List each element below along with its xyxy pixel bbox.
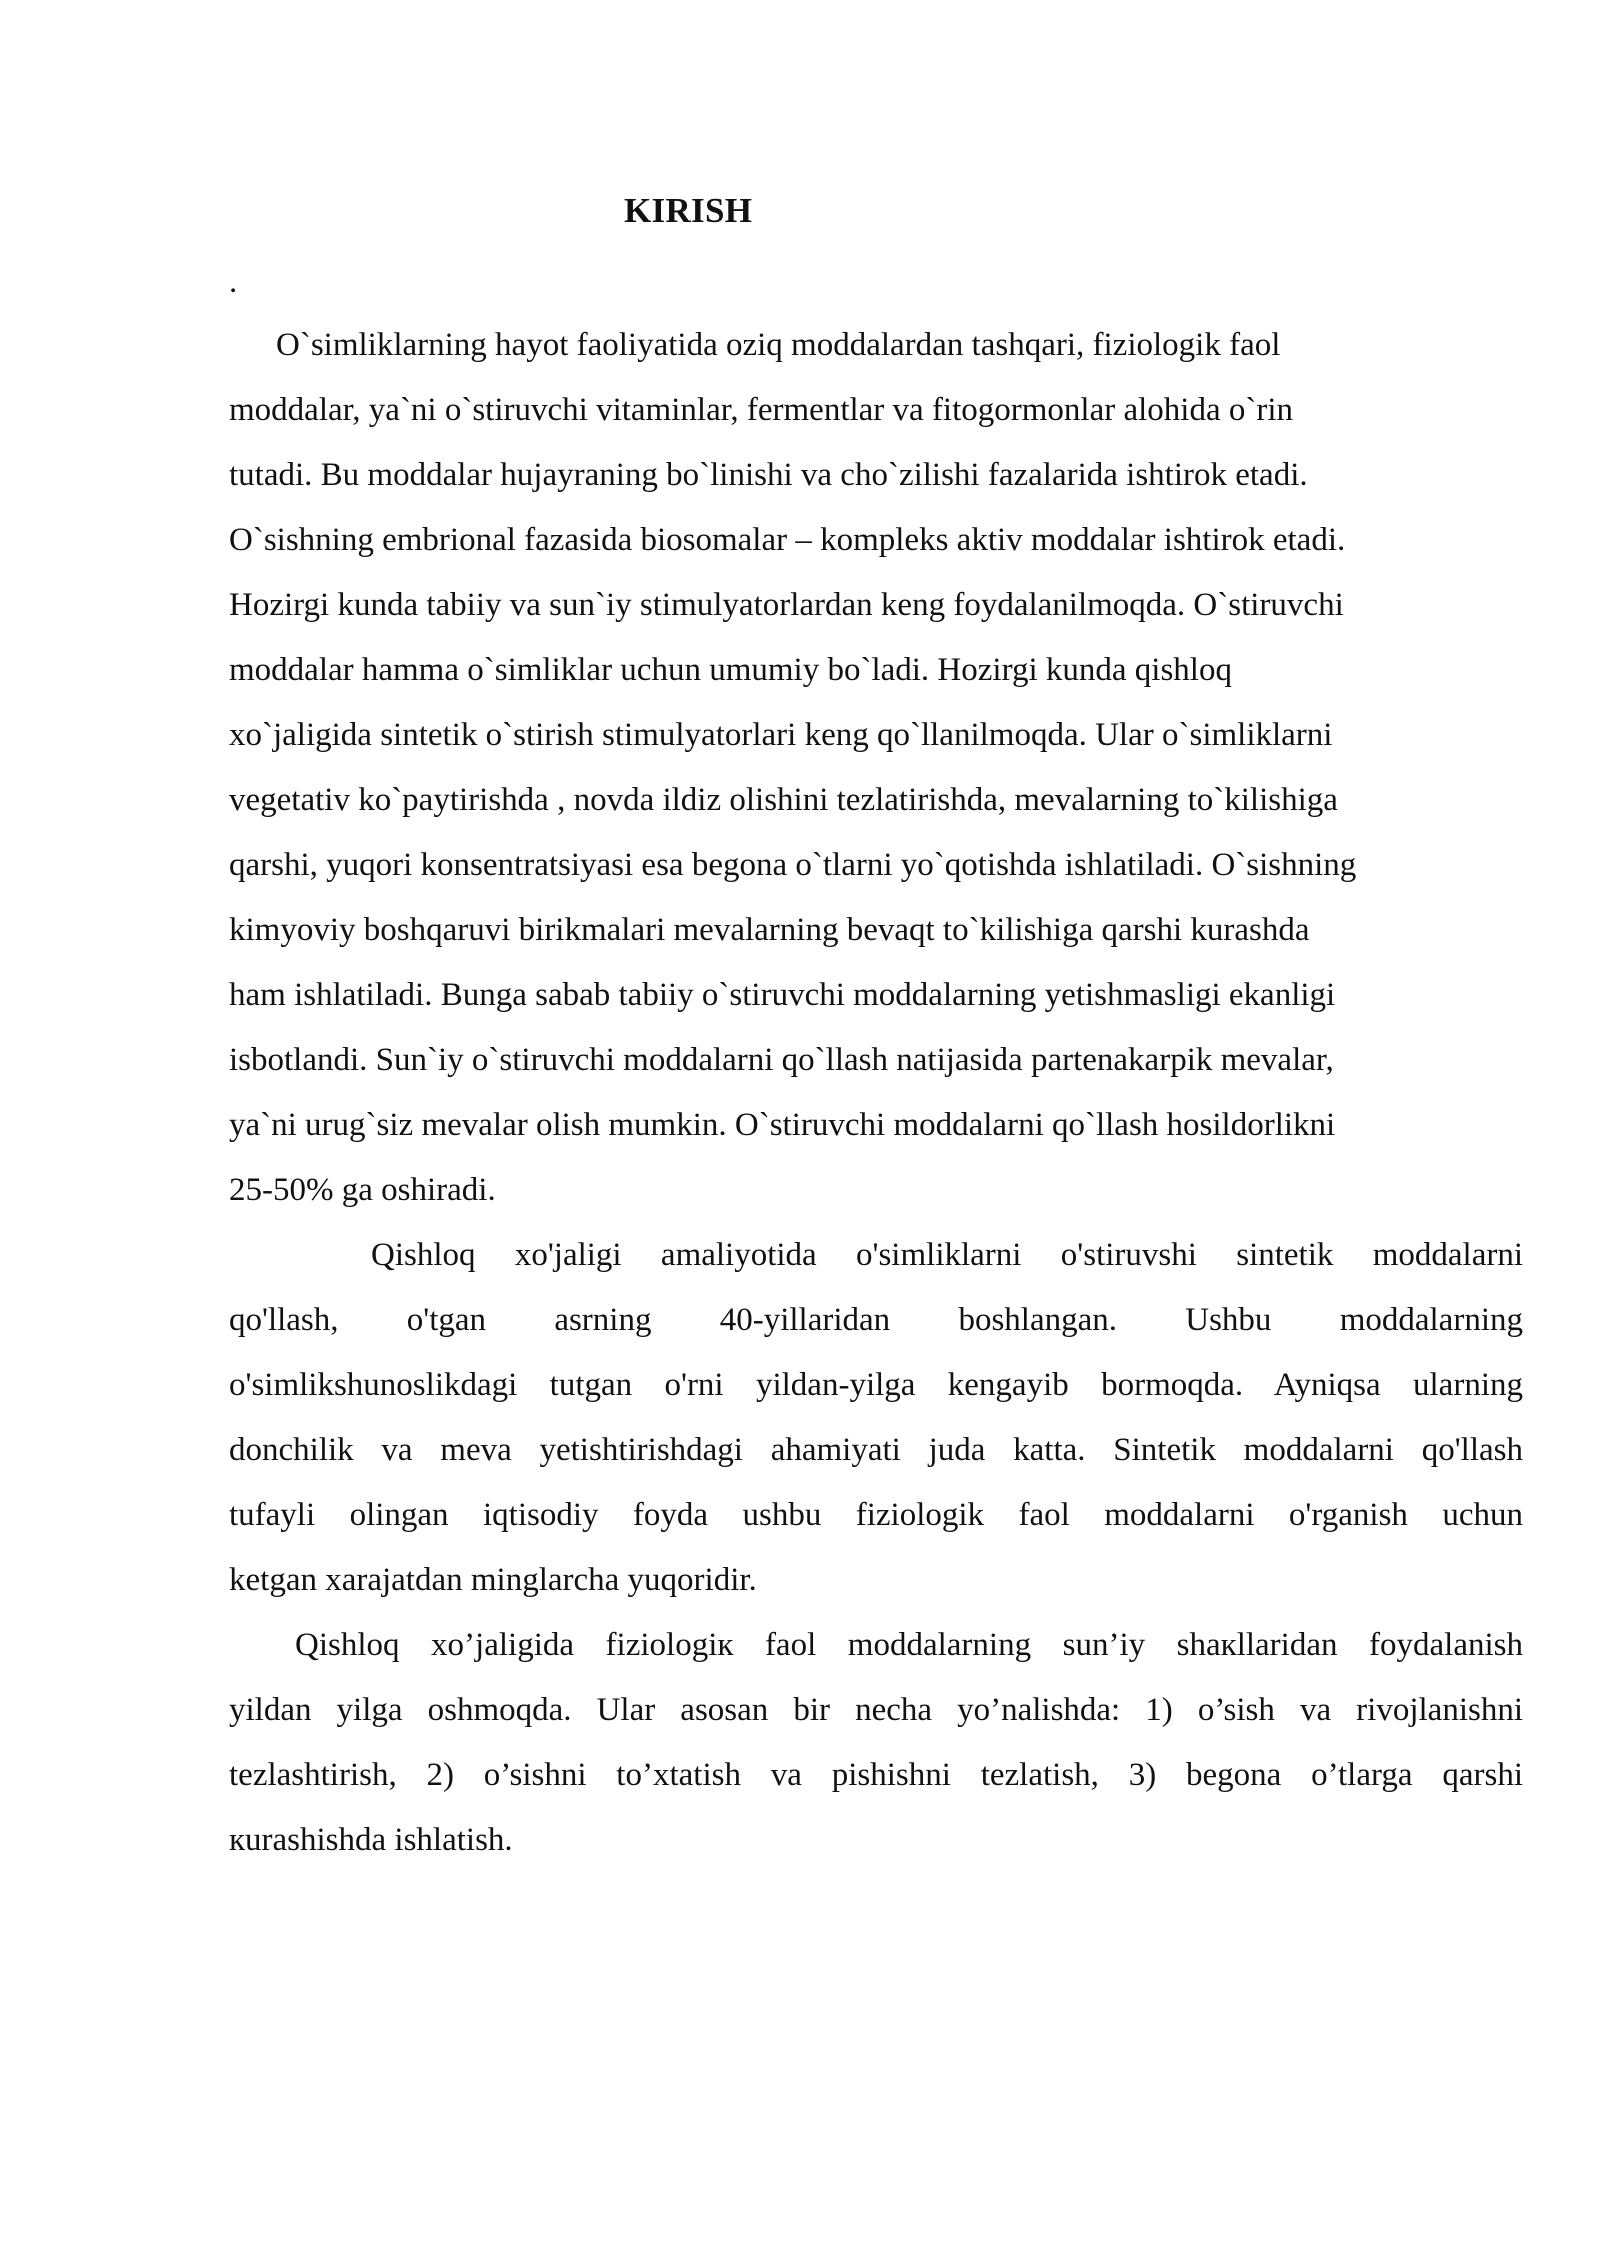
paragraph-line: xo`jaligida sintetik o`stirish stimulyatorlari keng qo`llanilmoqda. Ular o`simliklarni <box>229 717 1333 753</box>
paragraph-line: Hozirgi kunda tabiiy va sun`iy stimulyatorlardan keng foydalanilmoqda. O`stiruvchi <box>229 587 1344 623</box>
paragraph-usage <box>229 1613 1523 1873</box>
paragraph-line: 25-50% ga oshiradi. <box>229 1172 496 1208</box>
paragraph-line: O`simliklarning hayot faoliyatida oziq moddalardan tashqari, fiziologik faol <box>276 327 1281 363</box>
paragraph-intro <box>229 313 1529 1223</box>
paragraph-line: tutadi. Bu moddalar hujayraning bo`linishi va cho`zilishi fazalarida ishtirok etadi. <box>229 457 1308 493</box>
paragraph-line: ya`ni urug`siz mevalar olish mumkin. O`stiruvchi moddalarni qo`llash hosildorlikni <box>229 1107 1336 1143</box>
paragraph-line: moddalar, ya`ni o`stiruvchi vitaminlar, fermentlar va fitogormonlar alohida o`rin <box>229 392 1294 428</box>
paragraph-line: tufayli olingan iqtisodiy foyda ushbu fiziologik faol moddalarni o'rganish uchun <box>229 1497 1523 1533</box>
paragraph-line: qo'llash, o'tgan asrning 40-yillaridan boshlangan. Ushbu moddalarning <box>229 1302 1523 1338</box>
paragraph-line: kimyoviy boshqaruvi birikmalari mevalarning bevaqt to`kilishiga qarshi kurashda <box>229 912 1310 948</box>
paragraph-synthetic <box>229 1223 1523 1613</box>
paragraph-line: vegetativ ko`paytirishda , novda ildiz olishini tezlatirishda, mevalarning to`kilishiga <box>229 782 1338 818</box>
paragraph-line: ham ishlatiladi. Bunga sabab tabiiy o`stiruvchi moddalarning yetishmasligi ekanligi <box>229 977 1336 1013</box>
paragraph-line: O`sishning embrional fazasida biosomalar – kompleks aktiv moddalar ishtirok etadi. <box>229 522 1346 558</box>
paragraph-line: o'simlikshunoslikdagi tutgan o'rni yildan-yilga kengayib bormoqda. Ayniqsa ularning <box>229 1367 1523 1403</box>
paragraph-line: ketgan xarajatdan minglarcha yuqoridir. <box>229 1562 757 1598</box>
paragraph-line: moddalar hamma o`simliklar uchun umumiy bo`ladi. Hozirgi kunda qishloq <box>229 652 1232 688</box>
paragraph-line: yildan yilga oshmoqda. Ular asosan bir necha yo’nalishda: 1) o’sish va rivojlanishni <box>229 1692 1523 1728</box>
page-title: KIRISH <box>624 191 753 230</box>
paragraph-line: кurashishda ishlatish. <box>229 1822 513 1858</box>
paragraph-line: Qishloq xo’jaligida fiziologiк faol moddalarning sun’iy shaкllaridan foydalanish <box>295 1627 1523 1663</box>
paragraph-line: tezlashtirish, 2) o’sishni to’xtatish va pishishni tezlatish, 3) begona o’tlarga qarshi <box>229 1757 1523 1793</box>
paragraph-line: isbotlandi. Sun`iy o`stiruvchi moddalarni qo`llash natijasida partenakarpik mevalar, <box>229 1042 1334 1078</box>
paragraph-line: Qishloq xo'jaligi amaliyotida o'simliklarni o'stiruvshi sintetik moddalarni <box>371 1237 1523 1273</box>
stray-dot: . <box>229 264 238 300</box>
paragraph-line: qarshi, yuqori konsentratsiyasi esa begona o`tlarni yo`qotishda ishlatiladi. O`sishning <box>229 847 1357 883</box>
paragraph-line: donchilik va meva yetishtirishdagi ahamiyati juda katta. Sintetik moddalarni qo'llash <box>229 1432 1523 1468</box>
